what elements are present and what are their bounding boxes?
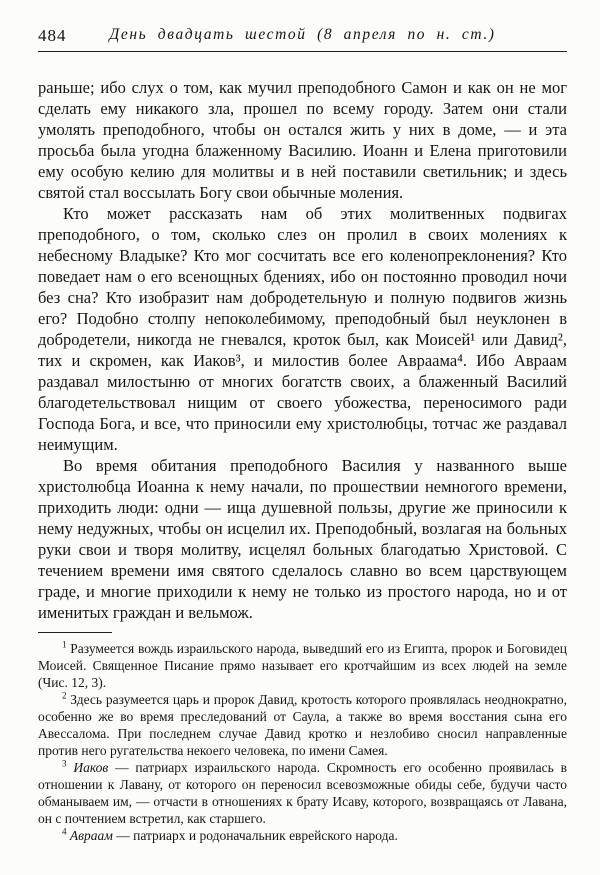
running-header bbox=[38, 26, 567, 52]
footnote-term: Иаков bbox=[73, 760, 109, 775]
footnotes-section bbox=[38, 640, 567, 844]
footnote bbox=[38, 691, 567, 759]
footnote-marker: 4 bbox=[62, 826, 67, 837]
footnote-marker: 1 bbox=[62, 639, 67, 650]
body-paragraph: раньше; ибо слух о том, как мучил преподобного Самон и как он не мог сделать ему никакого зла, прошел по всему городу. Затем они стали умолять преподобного, чтобы он остался жить у них в доме, — и эта просьба была угодна блаженному Василию. Иоанн и Елена приготовили ему особую келию для молитвы и в ней поставили светильник; и здесь святой стал воссылать Богу свои обычные моления. bbox=[38, 78, 567, 202]
page-number: 484 bbox=[38, 26, 67, 45]
body-text bbox=[38, 77, 567, 623]
body-paragraph: Кто может рассказать нам об этих молитвенных подвигах преподобного, о том, сколько слез он пролил в своих молениях к небесному Владыке? Кто мог сосчитать все его коленопреклонения? Кто поведает нам о его всенощных бдениях, ибо он постоянно проводил ночи без сна? Кто изобразит нам добродетельную и полную подвигов жизнь его? Подобно столпу непоколебимому, преподобный был неуклонен в добродетели, никогда не гневался, кроток был, как Моисей¹ или Давид², тих и скромен, как Иаков³, и милостив более Авраама⁴. Ибо Авраам раздавал милостыню от многих богатств своих, а блаженный Василий благодетельствовал нищим от своего убожества, переносимого ради Господа Бога, и все, что приносили ему христолюбцы, тотчас же раздавал неимущим. bbox=[38, 204, 567, 454]
footnote-marker: 2 bbox=[62, 690, 67, 701]
footnote-separator bbox=[38, 632, 112, 633]
body-paragraph: Во время обитания преподобного Василия у названного выше христолюбца Иоанна к нему начали, по прошествии немногого времени, приходить люди: одни — ища душевной пользы, другие же приносили к нему недужных, чтобы он исцелил их. Преподобный, возлагая на больных руки свои и творя молитву, исцелял больных благодатью Христовой. С течением времени имя святого сделалось славно во всем царствующем граде, и многие приходили к нему не только из простого народа, но и от именитых граждан и вельмож. bbox=[38, 456, 567, 622]
footnote bbox=[38, 827, 567, 844]
footnote-marker: 3 bbox=[62, 758, 67, 769]
footnote-text: Здесь разумеется царь и пророк Давид, кротость которого проявлялась неоднократно, особенно же во время преследований от Саула, а также во время восстания сына его Авессалома. При последнем случае Давид кротко и незлобиво сносил направленные против него ругательства некоего человека, по имени Самея. bbox=[38, 692, 567, 758]
footnote-text: — патриарх израильского народа. Скромность его особенно проявилась в отношении к Лавану, от которого он переносил всевозможные обиды себе, будучи часто обманываем им, — отчасти в отношениях к брату Исаву, которого, возвращаясь от Лавана, он с почтением встретил, как старшего. bbox=[38, 760, 567, 826]
footnote-text: — патриарх и родоначальник еврейского народа. bbox=[116, 828, 398, 843]
footnote bbox=[38, 759, 567, 827]
footnote-text: Разумеется вождь израильского народа, выведший его из Египта, пророк и Боговидец Моисей. Священное Писание прямо называет его кротчайшим из всех людей на земле (Чис. 12, 3). bbox=[38, 641, 567, 690]
running-head-title: День двадцать шестой (8 апреля по н. ст.) bbox=[109, 26, 496, 43]
footnote-term: Авраам bbox=[69, 828, 113, 843]
footnote bbox=[38, 640, 567, 691]
